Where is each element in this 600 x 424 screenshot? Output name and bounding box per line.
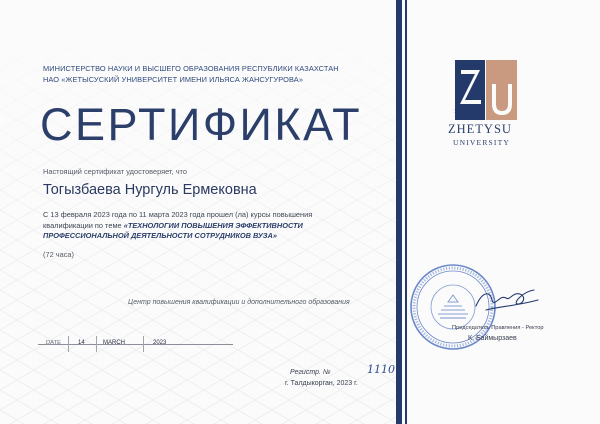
signatory-name: К. Баймырзаев (468, 335, 517, 342)
date-divider (143, 336, 144, 352)
city-year: г. Талдыкорган, 2023 г. (285, 380, 358, 387)
date-label: DATE (46, 340, 62, 346)
course-title: «ТЕХНОЛОГИИ ПОВЫШЕНИЯ ЭФФЕКТИВНОСТИ ПРОФЕССИОНАЛЬНОЙ ДЕЯТЕЛЬНОСТИ СОТРУДНИКОВ ВУЗА» (43, 220, 303, 240)
university-line: НАО «ЖЕТЫСУСКИЙ УНИВЕРСИТЕТ ИМЕНИ ИЛЬЯСА ЖАНСУГУРОВА» (43, 75, 304, 84)
logo-wordmark: ZHETYSU (448, 122, 512, 136)
recipient-name: Тогызбаева Нургуль Ермековна (43, 182, 257, 198)
issuing-center: Центр повышения квалификации и дополнительного образования (128, 299, 350, 306)
registry-number: 1110 (367, 363, 395, 376)
date-month: MARCH (103, 340, 125, 346)
date-divider (96, 336, 97, 352)
signature-icon (472, 286, 542, 316)
date-day: 14 (78, 340, 85, 346)
course-description (43, 210, 358, 242)
course-dates-text: С 13 февраля 2023 года по 11 марта 2023 года прошел (ла) курсы повышения квалификации по теме (43, 210, 313, 230)
course-hours: (72 часа) (43, 250, 74, 259)
date-divider (68, 336, 69, 352)
vertical-stripe-thick (396, 0, 402, 424)
signatory-position: Председатель Правления - Ректор (452, 325, 544, 331)
date-year: 2023 (153, 340, 167, 346)
date-field (38, 335, 233, 357)
certificate-title: СЕРТИФИКАТ (40, 99, 363, 150)
logo-year: 1972 (454, 109, 467, 115)
vertical-stripe-thin (405, 0, 407, 424)
logo-subtitle: UNIVERSITY (453, 138, 510, 147)
registry-label: Регистр. № (290, 369, 331, 376)
intro-text: Настоящий сертификат удостоверяет, что (43, 167, 187, 176)
ministry-line: МИНИСТЕРСТВО НАУКИ И ВЫСШЕГО ОБРАЗОВАНИЯ РЕСПУБЛИКИ КАЗАХСТАН (43, 64, 339, 73)
